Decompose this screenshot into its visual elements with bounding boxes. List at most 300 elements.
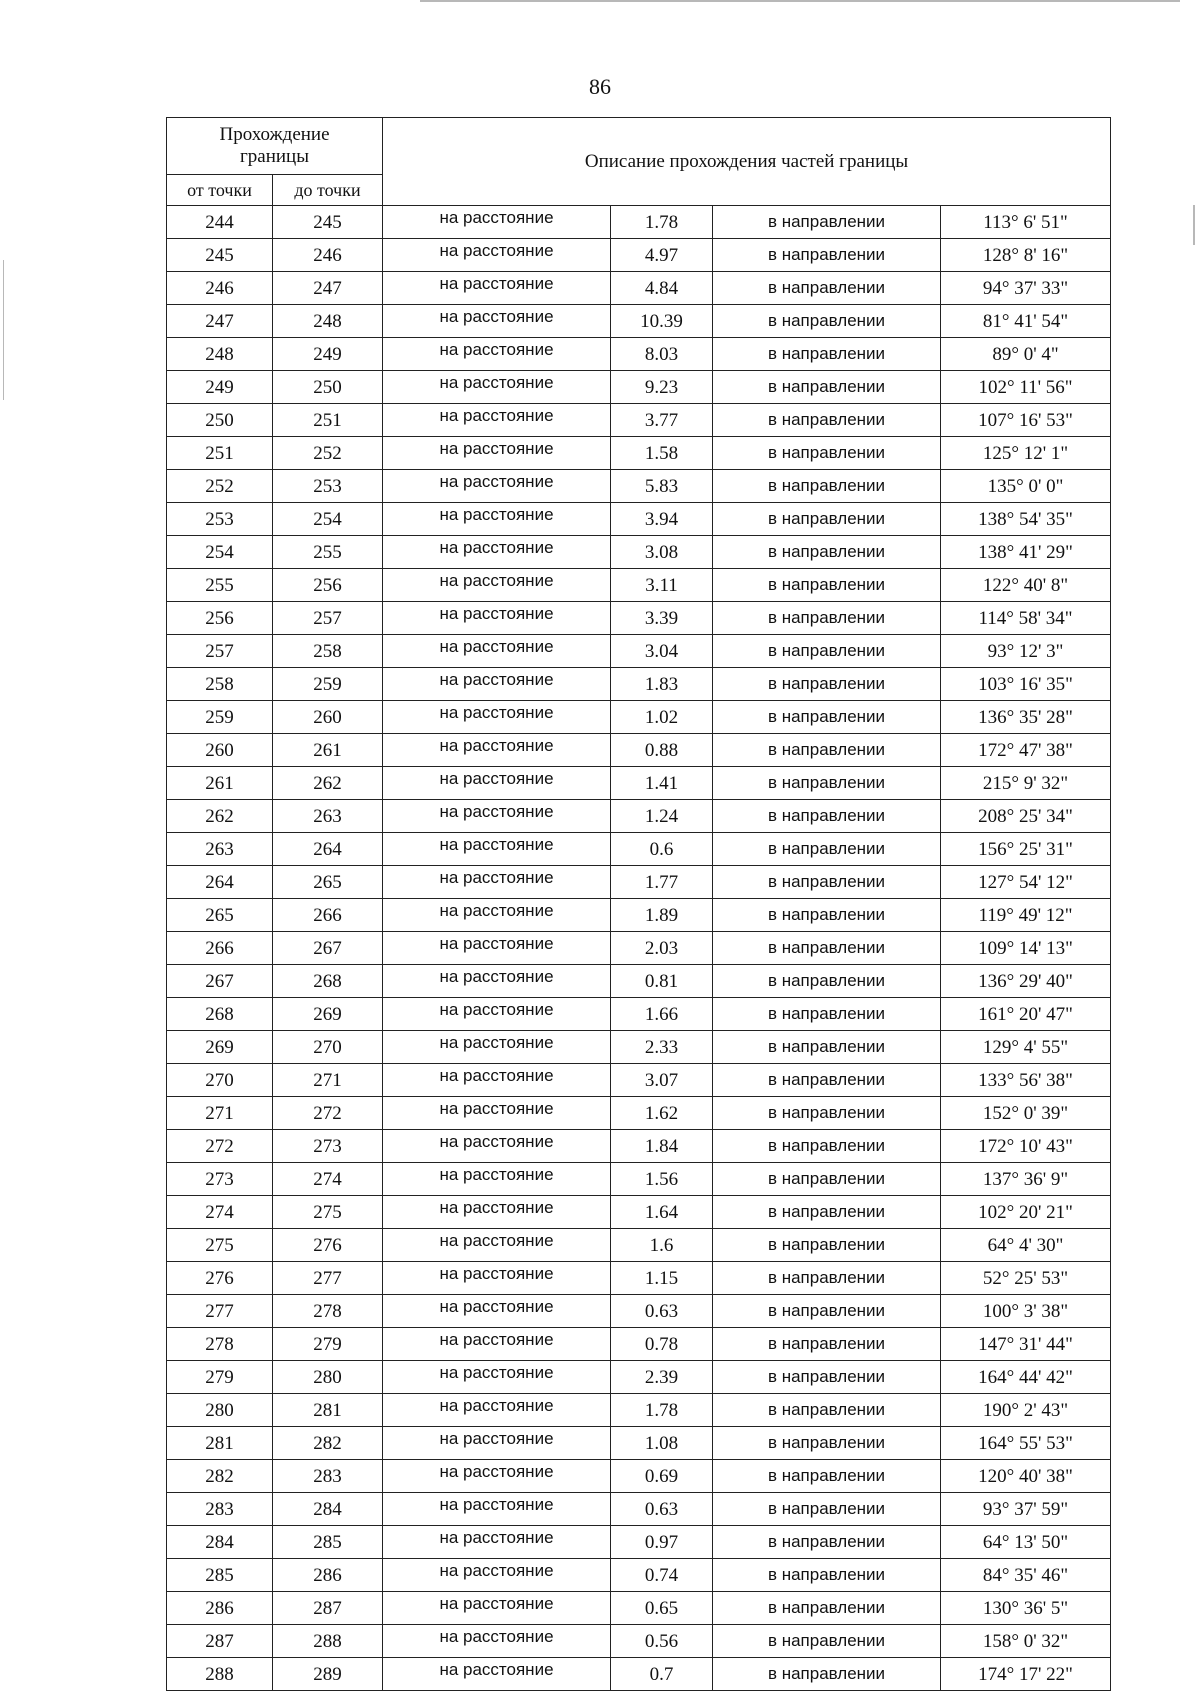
cell-direction-word: в направлении [713, 1229, 941, 1262]
cell-distance-word: на расстояние [383, 206, 611, 239]
cell-direction: 135° 0' 0" [941, 470, 1111, 503]
cell-direction: 133° 56' 38" [941, 1064, 1111, 1097]
cell-direction: 138° 54' 35" [941, 503, 1111, 536]
cell-from-point: 283 [167, 1493, 273, 1526]
cell-to-point: 276 [273, 1229, 383, 1262]
cell-direction-word: в направлении [713, 734, 941, 767]
cell-to-point: 282 [273, 1427, 383, 1460]
scan-edge-mark-top [420, 0, 1180, 2]
cell-distance: 0.97 [611, 1526, 713, 1559]
cell-distance: 5.83 [611, 470, 713, 503]
table-row [167, 1460, 1111, 1493]
cell-from-point: 287 [167, 1625, 273, 1658]
cell-from-point: 286 [167, 1592, 273, 1625]
cell-direction-word: в направлении [713, 998, 941, 1031]
cell-distance-word: на расстояние [383, 272, 611, 305]
cell-direction-word: в направлении [713, 1064, 941, 1097]
cell-direction-word: в направлении [713, 1592, 941, 1625]
cell-direction-word: в направлении [713, 569, 941, 602]
header-boundary-passage [167, 118, 383, 175]
cell-to-point: 253 [273, 470, 383, 503]
table-row [167, 1394, 1111, 1427]
table-row [167, 668, 1111, 701]
cell-from-point: 263 [167, 833, 273, 866]
cell-distance: 8.03 [611, 338, 713, 371]
cell-direction: 128° 8' 16" [941, 239, 1111, 272]
cell-to-point: 259 [273, 668, 383, 701]
cell-from-point: 267 [167, 965, 273, 998]
cell-direction-word: в направлении [713, 932, 941, 965]
cell-from-point: 269 [167, 1031, 273, 1064]
cell-direction-word: в направлении [713, 1295, 941, 1328]
cell-distance-word: на расстояние [383, 1262, 611, 1295]
cell-to-point: 274 [273, 1163, 383, 1196]
cell-direction-word: в направлении [713, 1427, 941, 1460]
cell-from-point: 257 [167, 635, 273, 668]
cell-direction-word: в направлении [713, 635, 941, 668]
table-row [167, 635, 1111, 668]
table-row [167, 206, 1111, 239]
cell-from-point: 271 [167, 1097, 273, 1130]
cell-to-point: 248 [273, 305, 383, 338]
table-row [167, 833, 1111, 866]
cell-distance-word: на расстояние [383, 1427, 611, 1460]
cell-distance: 1.62 [611, 1097, 713, 1130]
cell-to-point: 266 [273, 899, 383, 932]
cell-distance: 2.33 [611, 1031, 713, 1064]
table-row [167, 1592, 1111, 1625]
cell-direction: 103° 16' 35" [941, 668, 1111, 701]
cell-distance-word: на расстояние [383, 404, 611, 437]
cell-distance-word: на расстояние [383, 1328, 611, 1361]
cell-distance: 2.39 [611, 1361, 713, 1394]
cell-to-point: 257 [273, 602, 383, 635]
cell-distance-word: на расстояние [383, 1229, 611, 1262]
cell-from-point: 282 [167, 1460, 273, 1493]
cell-to-point: 254 [273, 503, 383, 536]
cell-from-point: 260 [167, 734, 273, 767]
cell-distance-word: на расстояние [383, 1295, 611, 1328]
cell-distance-word: на расстояние [383, 602, 611, 635]
cell-direction-word: в направлении [713, 272, 941, 305]
cell-to-point: 286 [273, 1559, 383, 1592]
cell-to-point: 271 [273, 1064, 383, 1097]
cell-direction: 215° 9' 32" [941, 767, 1111, 800]
cell-distance-word: на расстояние [383, 1559, 611, 1592]
cell-to-point: 272 [273, 1097, 383, 1130]
cell-distance-word: на расстояние [383, 470, 611, 503]
cell-direction-word: в направлении [713, 536, 941, 569]
cell-from-point: 261 [167, 767, 273, 800]
cell-direction: 113° 6' 51" [941, 206, 1111, 239]
header-description [383, 118, 1111, 206]
cell-distance: 1.56 [611, 1163, 713, 1196]
cell-direction: 89° 0' 4" [941, 338, 1111, 371]
table-row [167, 602, 1111, 635]
cell-from-point: 258 [167, 668, 273, 701]
cell-distance: 0.63 [611, 1295, 713, 1328]
cell-direction: 164° 55' 53" [941, 1427, 1111, 1460]
cell-to-point: 267 [273, 932, 383, 965]
cell-distance: 1.78 [611, 206, 713, 239]
cell-direction: 52° 25' 53" [941, 1262, 1111, 1295]
table-row [167, 1130, 1111, 1163]
cell-distance-word: на расстояние [383, 1592, 611, 1625]
cell-from-point: 248 [167, 338, 273, 371]
table-row [167, 1295, 1111, 1328]
table-row [167, 1427, 1111, 1460]
cell-distance: 0.78 [611, 1328, 713, 1361]
table-header [167, 118, 1111, 206]
cell-from-point: 245 [167, 239, 273, 272]
cell-to-point: 262 [273, 767, 383, 800]
cell-to-point: 268 [273, 965, 383, 998]
cell-distance: 0.88 [611, 734, 713, 767]
cell-distance: 3.77 [611, 404, 713, 437]
cell-to-point: 251 [273, 404, 383, 437]
header-from-point: от точки [167, 175, 273, 206]
cell-direction-word: в направлении [713, 1097, 941, 1130]
cell-to-point: 263 [273, 800, 383, 833]
cell-distance-word: на расстояние [383, 1658, 611, 1691]
table-row [167, 503, 1111, 536]
cell-direction-word: в направлении [713, 701, 941, 734]
cell-direction-word: в направлении [713, 503, 941, 536]
cell-from-point: 259 [167, 701, 273, 734]
cell-direction-word: в направлении [713, 371, 941, 404]
cell-direction: 152° 0' 39" [941, 1097, 1111, 1130]
table-row [167, 932, 1111, 965]
cell-to-point: 258 [273, 635, 383, 668]
cell-from-point: 275 [167, 1229, 273, 1262]
table-row [167, 239, 1111, 272]
cell-direction-word: в направлении [713, 1460, 941, 1493]
cell-direction: 190° 2' 43" [941, 1394, 1111, 1427]
cell-direction-word: в направлении [713, 899, 941, 932]
cell-direction: 164° 44' 42" [941, 1361, 1111, 1394]
cell-from-point: 270 [167, 1064, 273, 1097]
cell-to-point: 270 [273, 1031, 383, 1064]
cell-distance: 1.08 [611, 1427, 713, 1460]
cell-distance-word: на расстояние [383, 1097, 611, 1130]
cell-direction-word: в направлении [713, 866, 941, 899]
cell-direction: 129° 4' 55" [941, 1031, 1111, 1064]
cell-from-point: 273 [167, 1163, 273, 1196]
cell-distance: 3.08 [611, 536, 713, 569]
cell-distance: 3.39 [611, 602, 713, 635]
cell-from-point: 274 [167, 1196, 273, 1229]
cell-distance: 1.89 [611, 899, 713, 932]
cell-direction: 93° 12' 3" [941, 635, 1111, 668]
cell-to-point: 280 [273, 1361, 383, 1394]
cell-direction: 125° 12' 1" [941, 437, 1111, 470]
cell-direction: 136° 29' 40" [941, 965, 1111, 998]
cell-distance: 3.07 [611, 1064, 713, 1097]
table-row [167, 437, 1111, 470]
cell-distance: 10.39 [611, 305, 713, 338]
page-number: 86 [589, 74, 611, 99]
cell-distance: 4.84 [611, 272, 713, 305]
cell-direction: 119° 49' 12" [941, 899, 1111, 932]
cell-distance: 3.94 [611, 503, 713, 536]
cell-direction: 109° 14' 13" [941, 932, 1111, 965]
scan-edge-mark-right [1193, 205, 1195, 245]
cell-to-point: 261 [273, 734, 383, 767]
table-row [167, 272, 1111, 305]
cell-from-point: 281 [167, 1427, 273, 1460]
cell-direction: 122° 40' 8" [941, 569, 1111, 602]
cell-distance-word: на расстояние [383, 767, 611, 800]
table-row [167, 866, 1111, 899]
cell-distance: 1.77 [611, 866, 713, 899]
table-row [167, 1526, 1111, 1559]
cell-to-point: 252 [273, 437, 383, 470]
cell-distance-word: на расстояние [383, 569, 611, 602]
table-row [167, 338, 1111, 371]
cell-direction-word: в направлении [713, 1658, 941, 1691]
cell-distance: 0.6 [611, 833, 713, 866]
cell-distance-word: на расстояние [383, 668, 611, 701]
cell-distance: 0.56 [611, 1625, 713, 1658]
cell-distance: 1.58 [611, 437, 713, 470]
cell-to-point: 289 [273, 1658, 383, 1691]
cell-distance: 1.78 [611, 1394, 713, 1427]
table-row [167, 371, 1111, 404]
table-row [167, 1658, 1111, 1691]
cell-distance: 1.02 [611, 701, 713, 734]
header-to-point: до точки [273, 175, 383, 206]
cell-direction: 147° 31' 44" [941, 1328, 1111, 1361]
cell-distance-word: на расстояние [383, 899, 611, 932]
cell-direction-word: в направлении [713, 668, 941, 701]
table-row [167, 1493, 1111, 1526]
cell-distance: 1.66 [611, 998, 713, 1031]
table-row [167, 1559, 1111, 1592]
cell-direction: 174° 17' 22" [941, 1658, 1111, 1691]
cell-to-point: 265 [273, 866, 383, 899]
cell-distance-word: на расстояние [383, 338, 611, 371]
cell-from-point: 284 [167, 1526, 273, 1559]
cell-to-point: 260 [273, 701, 383, 734]
cell-direction-word: в направлении [713, 1031, 941, 1064]
cell-from-point: 264 [167, 866, 273, 899]
table-row [167, 998, 1111, 1031]
cell-to-point: 277 [273, 1262, 383, 1295]
cell-distance-word: на расстояние [383, 1361, 611, 1394]
cell-from-point: 277 [167, 1295, 273, 1328]
cell-direction: 94° 37' 33" [941, 272, 1111, 305]
cell-distance-word: на расстояние [383, 1031, 611, 1064]
cell-to-point: 275 [273, 1196, 383, 1229]
cell-direction-word: в направлении [713, 1559, 941, 1592]
header-boundary-passage-label: Прохождение границы [219, 124, 330, 167]
cell-direction: 172° 47' 38" [941, 734, 1111, 767]
cell-to-point: 246 [273, 239, 383, 272]
cell-distance: 1.83 [611, 668, 713, 701]
table-row [167, 1031, 1111, 1064]
cell-from-point: 266 [167, 932, 273, 965]
cell-direction: 130° 36' 5" [941, 1592, 1111, 1625]
cell-direction-word: в направлении [713, 767, 941, 800]
table-row [167, 1097, 1111, 1130]
cell-direction-word: в направлении [713, 602, 941, 635]
cell-direction: 84° 35' 46" [941, 1559, 1111, 1592]
cell-distance-word: на расстояние [383, 503, 611, 536]
cell-direction: 127° 54' 12" [941, 866, 1111, 899]
cell-direction-word: в направлении [713, 305, 941, 338]
cell-direction: 93° 37' 59" [941, 1493, 1111, 1526]
cell-distance-word: на расстояние [383, 437, 611, 470]
cell-direction-word: в направлении [713, 1526, 941, 1559]
cell-distance: 1.6 [611, 1229, 713, 1262]
cell-direction-word: в направлении [713, 1493, 941, 1526]
cell-to-point: 269 [273, 998, 383, 1031]
cell-direction: 158° 0' 32" [941, 1625, 1111, 1658]
cell-direction-word: в направлении [713, 800, 941, 833]
cell-distance: 0.69 [611, 1460, 713, 1493]
cell-distance: 0.7 [611, 1658, 713, 1691]
cell-direction: 64° 4' 30" [941, 1229, 1111, 1262]
table-row [167, 1328, 1111, 1361]
table-row [167, 965, 1111, 998]
boundary-table [166, 117, 1111, 1691]
cell-direction: 172° 10' 43" [941, 1130, 1111, 1163]
cell-distance: 2.03 [611, 932, 713, 965]
cell-from-point: 253 [167, 503, 273, 536]
table-row [167, 1361, 1111, 1394]
cell-from-point: 249 [167, 371, 273, 404]
cell-distance: 0.65 [611, 1592, 713, 1625]
cell-distance-word: на расстояние [383, 371, 611, 404]
table-row [167, 305, 1111, 338]
cell-distance-word: на расстояние [383, 1163, 611, 1196]
cell-direction-word: в направлении [713, 239, 941, 272]
cell-to-point: 288 [273, 1625, 383, 1658]
cell-direction: 161° 20' 47" [941, 998, 1111, 1031]
cell-direction: 107° 16' 53" [941, 404, 1111, 437]
table-row [167, 1196, 1111, 1229]
cell-from-point: 288 [167, 1658, 273, 1691]
cell-distance: 0.74 [611, 1559, 713, 1592]
cell-from-point: 254 [167, 536, 273, 569]
cell-from-point: 255 [167, 569, 273, 602]
cell-distance: 9.23 [611, 371, 713, 404]
cell-to-point: 247 [273, 272, 383, 305]
cell-to-point: 278 [273, 1295, 383, 1328]
cell-from-point: 246 [167, 272, 273, 305]
cell-to-point: 250 [273, 371, 383, 404]
cell-direction-word: в направлении [713, 404, 941, 437]
table-row [167, 1625, 1111, 1658]
cell-direction-word: в направлении [713, 1196, 941, 1229]
cell-direction-word: в направлении [713, 1262, 941, 1295]
cell-distance-word: на расстояние [383, 536, 611, 569]
cell-distance-word: на расстояние [383, 800, 611, 833]
cell-to-point: 255 [273, 536, 383, 569]
cell-distance: 0.81 [611, 965, 713, 998]
cell-distance-word: на расстояние [383, 998, 611, 1031]
cell-to-point: 279 [273, 1328, 383, 1361]
cell-to-point: 285 [273, 1526, 383, 1559]
cell-from-point: 247 [167, 305, 273, 338]
cell-direction: 81° 41' 54" [941, 305, 1111, 338]
cell-from-point: 276 [167, 1262, 273, 1295]
table-row [167, 1064, 1111, 1097]
table-row [167, 404, 1111, 437]
cell-direction: 120° 40' 38" [941, 1460, 1111, 1493]
cell-direction-word: в направлении [713, 1130, 941, 1163]
cell-to-point: 287 [273, 1592, 383, 1625]
cell-direction-word: в направлении [713, 206, 941, 239]
cell-distance-word: на расстояние [383, 1130, 611, 1163]
cell-direction-word: в направлении [713, 833, 941, 866]
cell-distance-word: на расстояние [383, 1625, 611, 1658]
cell-distance: 1.64 [611, 1196, 713, 1229]
table-row [167, 569, 1111, 602]
cell-distance: 4.97 [611, 239, 713, 272]
header-description-label: Описание прохождения частей границы [584, 150, 909, 172]
cell-distance-word: на расстояние [383, 734, 611, 767]
table-row [167, 536, 1111, 569]
cell-to-point: 256 [273, 569, 383, 602]
cell-distance-word: на расстояние [383, 1526, 611, 1559]
cell-direction: 64° 13' 50" [941, 1526, 1111, 1559]
table-row [167, 1229, 1111, 1262]
cell-direction-word: в направлении [713, 1625, 941, 1658]
table-body [167, 206, 1111, 1691]
table-row [167, 1262, 1111, 1295]
cell-direction-word: в направлении [713, 1361, 941, 1394]
cell-from-point: 244 [167, 206, 273, 239]
cell-direction: 137° 36' 9" [941, 1163, 1111, 1196]
cell-from-point: 268 [167, 998, 273, 1031]
cell-distance-word: на расстояние [383, 1196, 611, 1229]
cell-direction-word: в направлении [713, 1328, 941, 1361]
cell-from-point: 280 [167, 1394, 273, 1427]
cell-direction-word: в направлении [713, 1394, 941, 1427]
cell-direction-word: в направлении [713, 338, 941, 371]
cell-distance: 1.41 [611, 767, 713, 800]
cell-distance-word: на расстояние [383, 1064, 611, 1097]
table-row [167, 470, 1111, 503]
table-row [167, 800, 1111, 833]
scan-edge-mark-left [3, 260, 4, 400]
cell-distance-word: на расстояние [383, 866, 611, 899]
cell-distance-word: на расстояние [383, 635, 611, 668]
cell-from-point: 278 [167, 1328, 273, 1361]
cell-direction: 100° 3' 38" [941, 1295, 1111, 1328]
cell-from-point: 262 [167, 800, 273, 833]
table-row [167, 734, 1111, 767]
cell-distance-word: на расстояние [383, 965, 611, 998]
cell-from-point: 250 [167, 404, 273, 437]
cell-distance: 1.15 [611, 1262, 713, 1295]
table-row [167, 767, 1111, 800]
cell-direction: 156° 25' 31" [941, 833, 1111, 866]
cell-direction: 102° 20' 21" [941, 1196, 1111, 1229]
cell-direction: 114° 58' 34" [941, 602, 1111, 635]
cell-distance: 3.04 [611, 635, 713, 668]
cell-distance-word: на расстояние [383, 239, 611, 272]
cell-distance-word: на расстояние [383, 305, 611, 338]
table-row [167, 701, 1111, 734]
cell-direction: 138° 41' 29" [941, 536, 1111, 569]
cell-from-point: 285 [167, 1559, 273, 1592]
cell-to-point: 249 [273, 338, 383, 371]
cell-distance-word: на расстояние [383, 1394, 611, 1427]
cell-distance-word: на расстояние [383, 1460, 611, 1493]
table-row [167, 899, 1111, 932]
